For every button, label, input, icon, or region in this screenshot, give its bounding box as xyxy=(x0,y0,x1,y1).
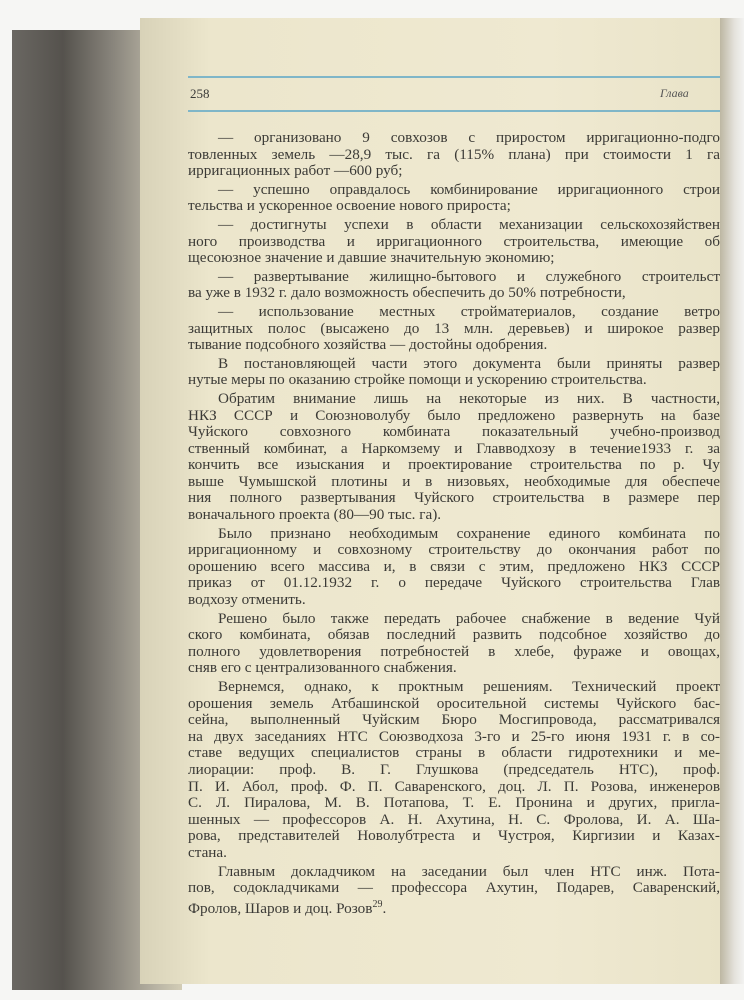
text-line: ставе ведущих специалистов страны в области гидротехники и ме- xyxy=(188,745,720,762)
paragraph xyxy=(188,217,720,267)
text-line: — организовано 9 совхозов с приростом ирригационно-подго xyxy=(218,130,720,146)
text-line: стана. xyxy=(188,844,227,861)
text-line: ирригационных работ —600 руб; xyxy=(188,163,403,180)
text-line: орошению всего массива и, в связи с этим, предложено НКЗ СССР xyxy=(188,558,720,575)
paragraph xyxy=(188,356,720,389)
paragraph xyxy=(188,391,720,524)
text-line: защитных полос (высажено до 13 млн. деревьев) и широкое развер xyxy=(188,320,720,337)
text-line: ния полного развертывания Чуйского строительства в размере пер xyxy=(188,490,720,507)
book-page xyxy=(140,18,724,984)
text-line: водхозу отменить. xyxy=(188,592,306,609)
text-line: Вернемся, однако, к проктным решениям. Технический проект xyxy=(218,679,720,695)
text-line: лиорации: проф. В. Г. Глушкова (председатель НТС), проф. xyxy=(188,761,720,778)
text-line: В постановляющей части этого документа были приняты развер xyxy=(218,355,720,372)
text-line: воначального проекта (80—90 тыс. га). xyxy=(188,507,442,524)
paragraph xyxy=(188,130,720,180)
paragraph xyxy=(188,526,720,609)
text-line: ва уже в 1932 г. дало возможность обеспечить до 50% потребности, xyxy=(188,285,626,302)
text-line: Решено было также передать рабочее снабжение в ведение Чуй xyxy=(218,610,720,627)
paragraph xyxy=(188,864,720,918)
text-line: шенных — профессоров А. Н. Ахутина, Н. С. Фролова, И. А. Ша- xyxy=(188,811,720,828)
text-line: сейна, выполненный Чуйским Бюро Мосгипровода, рассматривался xyxy=(188,712,720,729)
body-text xyxy=(188,130,720,919)
header-rule-top xyxy=(188,76,724,78)
text-line: тывание подсобного хозяйства — достойны одобрения. xyxy=(188,337,548,354)
text-line: кончить все изыскания и проектирование строительства по р. Чу xyxy=(188,457,720,474)
text-line: Главным докладчиком на заседании был член НТС инж. Пота- xyxy=(218,863,720,880)
text-line: тельства и ускоренное освоение нового прироста; xyxy=(188,198,511,215)
paragraph xyxy=(188,611,720,677)
page-edge xyxy=(720,18,744,984)
text-line: ственный комбинат, а Наркомзему и Главводхозу в течение1933 г. за xyxy=(188,440,720,457)
text-line: ского комбината, обязав последний развить подсобное хозяйство до xyxy=(188,627,720,644)
text-line: С. Л. Пиралова, М. В. Потапова, Т. Е. Пронина и других, пригла- xyxy=(188,795,720,812)
text-line: орошения земель Атбашинской оросительной системы Чуйского бас- xyxy=(188,695,720,712)
text-line: на двух заседаниях НТС Союзводхоза 3-го и 25-го июня 1931 г. в со- xyxy=(188,728,720,745)
text-line: товленных земель —28,9 тыс. га (115% плана) при стоимости 1 га xyxy=(188,146,720,163)
text-line: — использование местных стройматериалов, создание ветро xyxy=(218,303,720,320)
text-line: Было признано необходимым сохранение единого комбината по xyxy=(218,525,720,542)
text-line: сняв его с централизованного снабжения. xyxy=(188,660,457,677)
footnote-reference[interactable]: 29 xyxy=(372,898,383,910)
text-line: выше Чумышской плотины и в низовьях, необходимые для обеспече xyxy=(188,473,720,490)
text-line: — достигнуты успехи в области механизации сельскохозяйствен xyxy=(218,216,720,233)
text-line: Фролов, Шаров и доц. Розов$^{29}$. xyxy=(188,898,387,917)
paragraph xyxy=(188,304,720,354)
text-line: П. И. Абол, проф. Ф. П. Саваренского, доц. Л. П. Розова, инженеров xyxy=(188,778,720,795)
text-line-content: Фролов, Шаров и доц. Розов xyxy=(188,899,373,917)
text-line: Чуйского совхозного комбината показательный учебно-производ xyxy=(188,424,720,441)
paragraph xyxy=(188,269,720,302)
text-line: полного удовлетворения потребностей в хлебе, фураже и овощах, xyxy=(188,643,720,660)
running-head: Глава xyxy=(660,86,689,100)
header-rule-bottom xyxy=(188,110,724,112)
text-line: — развертывание жилищно-бытового и служебного строительст xyxy=(218,268,720,285)
page-number: 258 xyxy=(190,86,210,101)
text-line: приказ от 01.12.1932 г. о передаче Чуйского строительства Глав xyxy=(188,575,720,592)
text-line: щесоюзное значение и давшие значительную экономию; xyxy=(188,250,555,267)
text-line: нутые меры по оказанию стройке помощи и ускорению строительства. xyxy=(188,372,647,389)
text-line: Обратим внимание лишь на некоторые из них. В частности, xyxy=(218,390,720,407)
text-line: ирригационному и совхозному строительству до окончания работ по xyxy=(188,542,720,559)
text-line: — успешно оправдалось комбинирование ирригационного строи xyxy=(218,181,720,198)
text-line: пов, содокладчиками — профессора Ахутин, Подарев, Саваренский, xyxy=(188,880,720,897)
paragraph xyxy=(188,679,720,862)
paragraph xyxy=(188,182,720,215)
text-line: ного производства и ирригационного строительства, имеющие об xyxy=(188,233,720,250)
text-line: рова, представителей Новолубтреста и Чустроя, Киргизии и Казах- xyxy=(188,828,720,845)
text-line: НКЗ СССР и Союзноволубу было предложено развернуть на базе xyxy=(188,407,720,424)
